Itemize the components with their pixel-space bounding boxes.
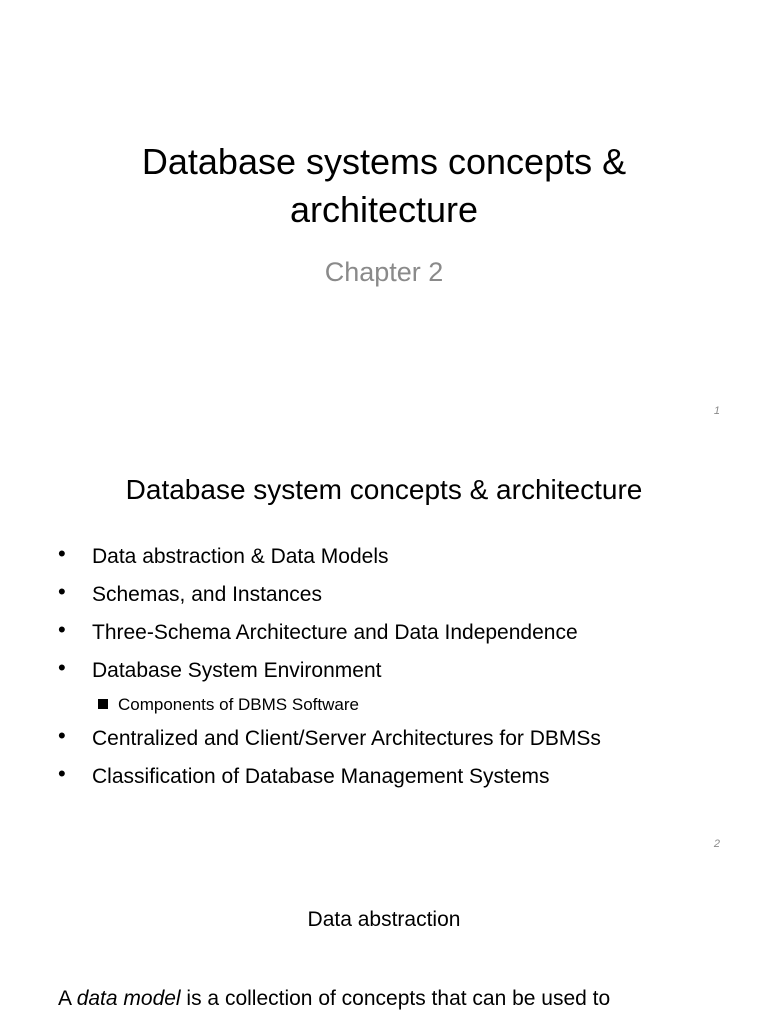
bullet-icon: • bbox=[58, 723, 66, 748]
body-emphasis: data model bbox=[76, 987, 181, 1010]
bullet-icon: • bbox=[58, 761, 66, 786]
slide-3-body bbox=[58, 984, 748, 1014]
slide-2 bbox=[0, 440, 768, 860]
list-item bbox=[56, 758, 736, 796]
list-item bbox=[56, 576, 736, 614]
slide-1 bbox=[0, 0, 768, 430]
list-item bbox=[56, 538, 736, 576]
bullet-icon: • bbox=[58, 617, 66, 642]
slide-1-page-number: 1 bbox=[713, 405, 720, 417]
slide-2-title: Database system concepts & architecture bbox=[125, 474, 643, 505]
bullet-text: Three-Schema Architecture and Data Independence bbox=[92, 621, 578, 644]
sub-list-item bbox=[56, 690, 736, 720]
slide-1-subtitle: Chapter 2 bbox=[324, 257, 444, 287]
bullet-icon: • bbox=[58, 579, 66, 604]
bullet-text: Database System Environment bbox=[92, 659, 382, 682]
bullet-text: Classification of Database Management Systems bbox=[92, 765, 550, 788]
slide-2-page-number: 2 bbox=[713, 838, 720, 850]
bullet-text: Data abstraction & Data Models bbox=[92, 545, 389, 568]
bullet-list bbox=[56, 538, 736, 796]
sub-bullet-text: Components of DBMS Software bbox=[118, 695, 359, 714]
bullet-icon: • bbox=[58, 541, 66, 566]
list-item bbox=[56, 652, 736, 690]
body-suffix: is a collection of concepts that can be used to bbox=[180, 987, 611, 1010]
bullet-icon: • bbox=[58, 655, 66, 680]
slide-3-title: Data abstraction bbox=[307, 908, 461, 931]
slide-1-title: Database systems concepts & architecture bbox=[141, 141, 627, 230]
body-prefix: A bbox=[58, 987, 77, 1010]
bullet-text: Schemas, and Instances bbox=[92, 583, 322, 606]
list-item bbox=[56, 614, 736, 652]
bullet-text: Centralized and Client/Server Architectures for DBMSs bbox=[92, 727, 601, 750]
slide-3 bbox=[0, 880, 768, 1024]
square-bullet-icon bbox=[98, 699, 108, 709]
list-item bbox=[56, 720, 736, 758]
